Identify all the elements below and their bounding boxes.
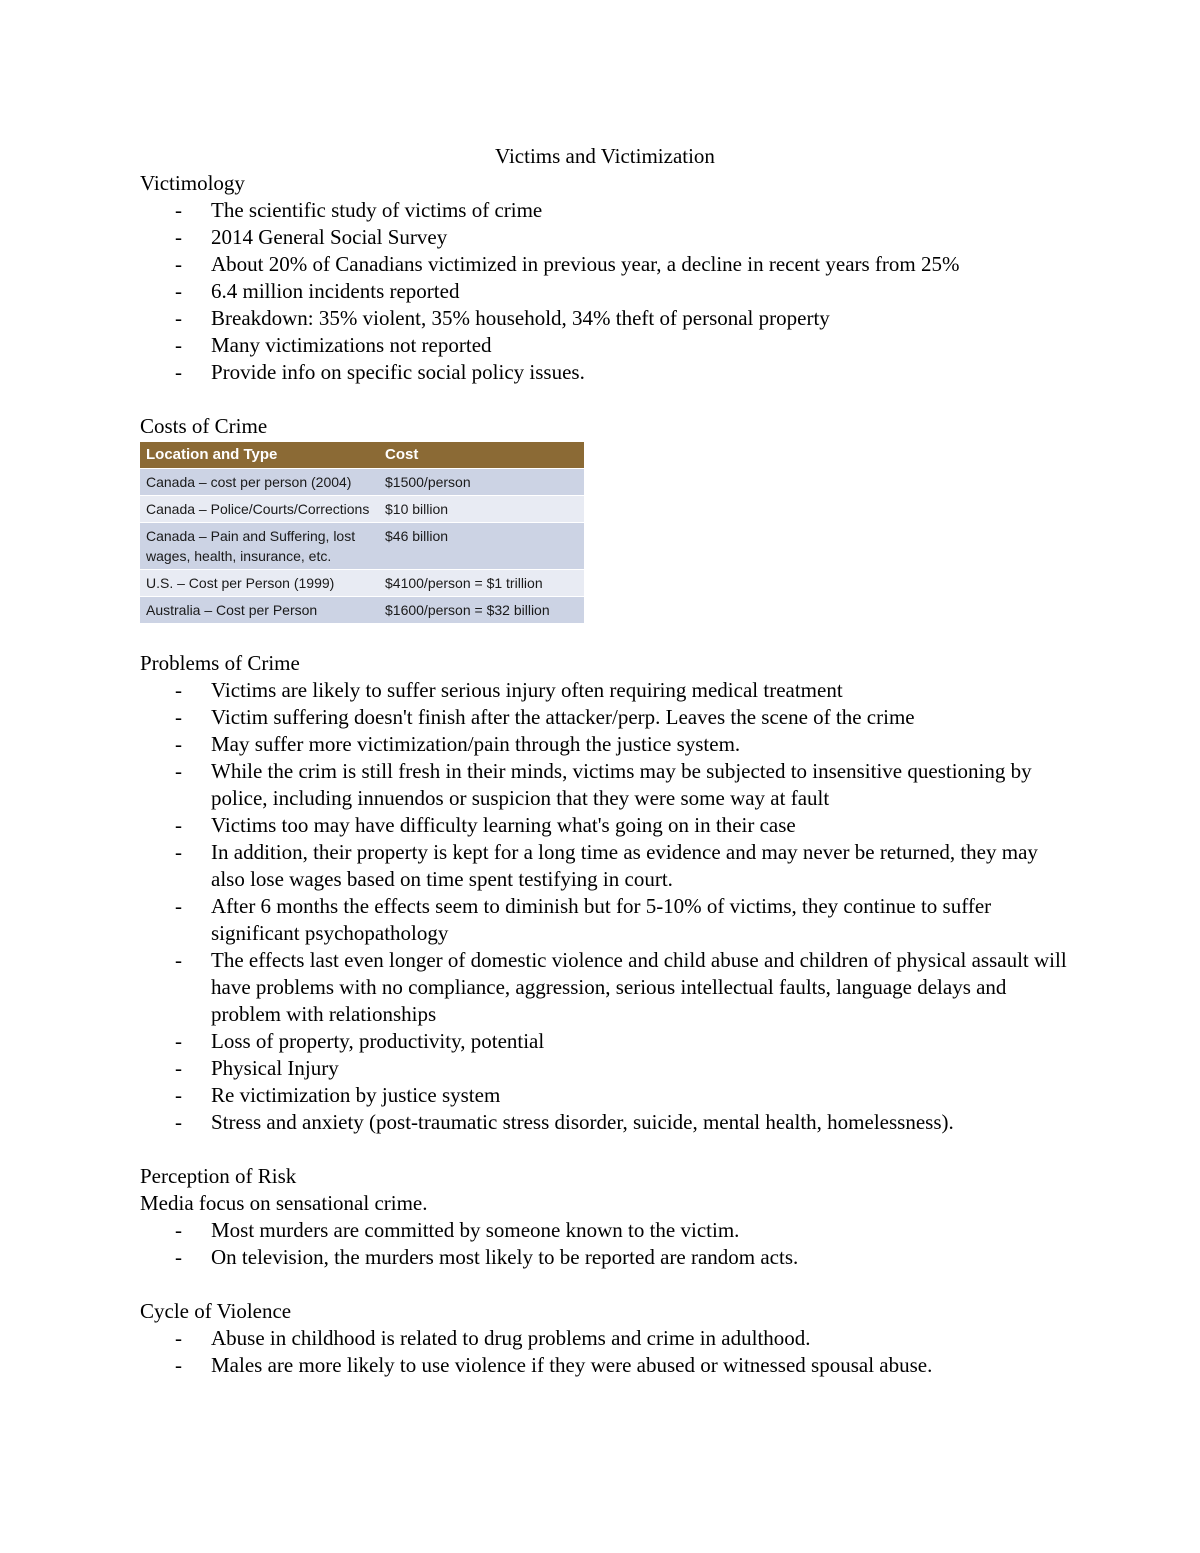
list-item-text: Victims too may have difficulty learning what's going on in their case [211, 813, 796, 837]
column-header-location: Location and Type [140, 442, 379, 469]
dash-bullet: - [175, 840, 182, 864]
dash-bullet: - [175, 1029, 182, 1053]
table-row [140, 496, 584, 523]
dash-bullet: - [175, 306, 182, 330]
list-item-text: In addition, their property is kept for a long time as evidence and may never be returned, they may also lose wages based on time spent testifying in court. [211, 840, 1038, 891]
list-item [140, 1217, 1070, 1244]
list-item [140, 1244, 1070, 1271]
risk-list [140, 1217, 1070, 1271]
table-cell: $4100/person = $1 trillion [379, 570, 584, 597]
list-item [140, 1028, 1070, 1055]
list-item [140, 1325, 1070, 1352]
list-item [140, 278, 1070, 305]
problems-heading: Problems of Crime [140, 651, 300, 675]
list-item [140, 1055, 1070, 1082]
list-item [140, 251, 1070, 278]
list-item-text: On television, the murders most likely to be reported are random acts. [211, 1245, 799, 1269]
cycle-heading: Cycle of Violence [140, 1299, 292, 1323]
page-title: Victims and Victimization [495, 144, 715, 168]
list-item-text: Stress and anxiety (post-traumatic stress disorder, suicide, mental health, homelessness). [211, 1110, 954, 1134]
dash-bullet: - [175, 1056, 182, 1080]
dash-bullet: - [175, 198, 182, 222]
list-item [140, 947, 1070, 1028]
table-cell: Australia – Cost per Person [140, 597, 379, 624]
spacer [140, 1271, 1070, 1298]
table-cell: $46 billion [379, 523, 584, 570]
list-item-text: Victims are likely to suffer serious injury often requiring medical treatment [211, 678, 843, 702]
list-item [140, 224, 1070, 251]
table-cell: $10 billion [379, 496, 584, 523]
list-item-text: The scientific study of victims of crime [211, 198, 543, 222]
list-item-text: 6.4 million incidents reported [211, 279, 460, 303]
list-item-text: Provide info on specific social policy issues. [211, 360, 585, 384]
dash-bullet: - [175, 948, 182, 972]
table-row [140, 570, 584, 597]
dash-bullet: - [175, 1245, 182, 1269]
list-item-text: Victim suffering doesn't finish after the attacker/perp. Leaves the scene of the crime [211, 705, 915, 729]
list-item [140, 1352, 1070, 1379]
risk-intro: Media focus on sensational crime. [140, 1191, 428, 1215]
list-item [140, 677, 1070, 704]
dash-bullet: - [175, 732, 182, 756]
dash-bullet: - [175, 225, 182, 249]
dash-bullet: - [175, 1218, 182, 1242]
list-item-text: Re victimization by justice system [211, 1083, 501, 1107]
list-item-text: Breakdown: 35% violent, 35% household, 34% theft of personal property [211, 306, 830, 330]
dash-bullet: - [175, 360, 182, 384]
list-item [140, 758, 1070, 812]
spacer [140, 1136, 1070, 1163]
table-cell: Canada – Police/Courts/Corrections [140, 496, 379, 523]
list-item [140, 359, 1070, 386]
list-item [140, 197, 1070, 224]
dash-bullet: - [175, 1083, 182, 1107]
list-item-text: Physical Injury [211, 1056, 339, 1080]
list-item [140, 1109, 1070, 1136]
dash-bullet: - [175, 333, 182, 357]
list-item [140, 305, 1070, 332]
problems-list [140, 677, 1070, 1136]
costs-heading: Costs of Crime [140, 414, 268, 438]
victimology-heading: Victimology [140, 171, 245, 195]
spacer [140, 386, 1070, 413]
table-cell: Canada – cost per person (2004) [140, 469, 379, 496]
list-item-text: About 20% of Canadians victimized in previous year, a decline in recent years from 25% [211, 252, 960, 276]
dash-bullet: - [175, 759, 182, 783]
dash-bullet: - [175, 1353, 182, 1377]
list-item-text: 2014 General Social Survey [211, 225, 448, 249]
table-cell: $1600/person = $32 billion [379, 597, 584, 624]
list-item [140, 704, 1070, 731]
table-row [140, 523, 584, 570]
cycle-list [140, 1325, 1070, 1379]
document-page [140, 143, 1070, 1379]
dash-bullet: - [175, 678, 182, 702]
column-header-cost: Cost [379, 442, 584, 469]
table-row [140, 597, 584, 624]
table-cell: Canada – Pain and Suffering, lost wages, health, insurance, etc. [140, 523, 379, 570]
dash-bullet: - [175, 813, 182, 837]
dash-bullet: - [175, 279, 182, 303]
list-item-text: Loss of property, productivity, potential [211, 1029, 545, 1053]
risk-heading: Perception of Risk [140, 1164, 297, 1188]
list-item [140, 731, 1070, 758]
dash-bullet: - [175, 894, 182, 918]
victimology-list [140, 197, 1070, 386]
table-cell: U.S. – Cost per Person (1999) [140, 570, 379, 597]
list-item-text: Most murders are committed by someone known to the victim. [211, 1218, 740, 1242]
list-item-text: While the crim is still fresh in their minds, victims may be subjected to insensitive questioning by police, including innuendos or suspicion that they were some way at fault [211, 759, 1032, 810]
list-item-text: Many victimizations not reported [211, 333, 492, 357]
table-row [140, 469, 584, 496]
dash-bullet: - [175, 252, 182, 276]
list-item-text: The effects last even longer of domestic violence and child abuse and children of physical assault will have problems with no compliance, aggression, serious intellectual faults, language delays and problem with relationships [211, 948, 1067, 1026]
list-item [140, 893, 1070, 947]
dash-bullet: - [175, 1326, 182, 1350]
list-item [140, 812, 1070, 839]
dash-bullet: - [175, 705, 182, 729]
list-item [140, 1082, 1070, 1109]
costs-table [140, 442, 584, 623]
spacer [140, 623, 1070, 650]
table-header-row [140, 442, 584, 469]
table-cell: $1500/person [379, 469, 584, 496]
list-item-text: May suffer more victimization/pain through the justice system. [211, 732, 741, 756]
list-item [140, 839, 1070, 893]
list-item-text: Abuse in childhood is related to drug problems and crime in adulthood. [211, 1326, 811, 1350]
list-item-text: After 6 months the effects seem to diminish but for 5-10% of victims, they continue to suffer significant psychopathology [211, 894, 992, 945]
dash-bullet: - [175, 1110, 182, 1134]
list-item [140, 332, 1070, 359]
list-item-text: Males are more likely to use violence if they were abused or witnessed spousal abuse. [211, 1353, 933, 1377]
